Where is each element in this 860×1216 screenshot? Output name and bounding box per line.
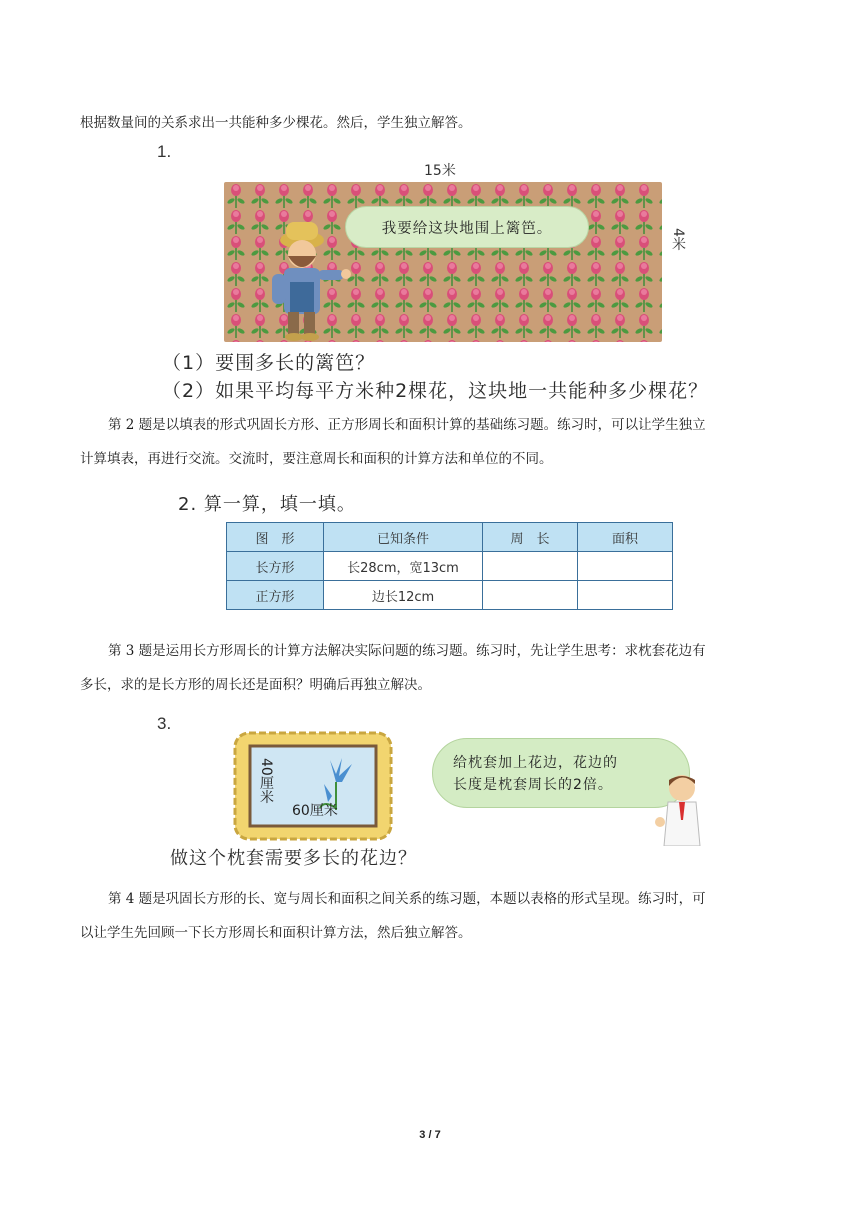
table-cell bbox=[483, 581, 578, 610]
bubble-line-2: 长度是枕套周长的2倍。 bbox=[453, 777, 613, 793]
width-label: 4米 bbox=[670, 228, 686, 251]
boy-figure bbox=[650, 772, 710, 846]
table-header: 面积 bbox=[578, 523, 673, 552]
table-cell: 长28cm，宽13cm bbox=[324, 552, 483, 581]
exercise-2-title: 2. 算一算，填一填。 bbox=[178, 494, 356, 515]
boy-figure-svg bbox=[650, 772, 710, 846]
table-cell: 正方形 bbox=[227, 581, 324, 610]
table-row bbox=[227, 552, 673, 581]
exercise-2-table bbox=[226, 522, 673, 610]
paragraph-exercise-2-line1: 第 2 题是以填表的形式巩固长方形、正方形周长和面积计算的基础练习题。练习时，可以让学生独立 bbox=[108, 417, 706, 433]
question-1-1: （1）要围多长的篱笆？ bbox=[162, 352, 376, 374]
bubble-line-1: 给枕套加上花边，花边的 bbox=[453, 755, 618, 771]
table-cell: 长方形 bbox=[227, 552, 324, 581]
table-header: 已知条件 bbox=[324, 523, 483, 552]
question-1-2: （2）如果平均每平方米种2棵花，这块地一共能种多少棵花？ bbox=[162, 380, 709, 402]
table-cell bbox=[483, 552, 578, 581]
paragraph-exercise-2-line2: 计算填表，再进行交流。交流时，要注意周长和面积的计算方法和单位的不同。 bbox=[80, 451, 553, 467]
table-cell bbox=[578, 552, 673, 581]
question-3: 做这个枕套需要多长的花边？ bbox=[170, 848, 417, 869]
paragraph-exercise-4-line2: 以让学生先回顾一下长方形周长和面积计算方法，然后独立解答。 bbox=[80, 925, 472, 941]
table-header: 图 形 bbox=[227, 523, 324, 552]
table-header: 周 长 bbox=[483, 523, 578, 552]
length-label: 15米 bbox=[424, 163, 456, 179]
exercise-3-number: 3. bbox=[157, 714, 172, 733]
table-cell: 边长12cm bbox=[324, 581, 483, 610]
page-number: 3 / 7 bbox=[419, 1129, 441, 1141]
paragraph-exercise-3-line2: 多长，求的是长方形的周长还是面积？明确后再独立解决。 bbox=[80, 677, 431, 693]
paragraph-exercise-3-line1: 第 3 题是运用长方形周长的计算方法解决实际问题的练习题。练习时，先让学生思考：求枕套花边有 bbox=[108, 643, 706, 659]
table-row bbox=[227, 581, 673, 610]
pillow-length-label: 60厘米 bbox=[292, 803, 338, 819]
paragraph-intro: 根据数量间的关系求出一共能种多少棵花。然后，学生独立解答。 bbox=[80, 115, 472, 131]
paragraph-exercise-4-line1: 第 4 题是巩固长方形的长、宽与周长和面积之间关系的练习题，本题以表格的形式呈现。练习时，可 bbox=[108, 891, 706, 907]
gardener-speech-bubble: 我要给这块地围上篱笆。 bbox=[345, 206, 589, 248]
pillow-width-label: 40厘米 bbox=[258, 758, 274, 804]
exercise-1-number: 1. bbox=[157, 142, 172, 161]
table-cell bbox=[578, 581, 673, 610]
table-header-row bbox=[227, 523, 673, 552]
